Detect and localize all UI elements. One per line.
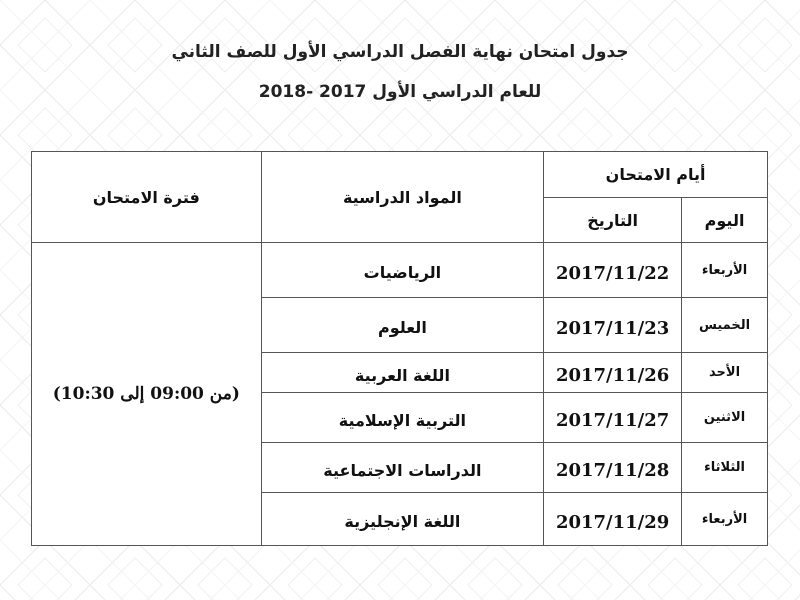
header-subjects: المواد الدراسية (261, 152, 544, 243)
exam-period-cell: (من 09:00 إلى 10:30) (32, 243, 262, 546)
row-day: الخميس (682, 298, 768, 353)
row-subject: اللغة الإنجليزية (261, 493, 544, 546)
row-date: 2017/11/26 (544, 353, 682, 393)
header-date: التاريخ (544, 198, 682, 243)
header-day: اليوم (682, 198, 768, 243)
row-subject: اللغة العربية (261, 353, 544, 393)
row-day: الأربعاء (682, 243, 768, 298)
header-exam-days: أيام الامتحان (544, 152, 768, 198)
row-day: الأحد (682, 353, 768, 393)
row-date: 2017/11/22 (544, 243, 682, 298)
page-subtitle: للعام الدراسي الأول 2017 -2018 (258, 82, 542, 102)
row-day: الاثنين (682, 393, 768, 443)
row-day: الثلاثاء (682, 443, 768, 493)
row-subject: العلوم (261, 298, 544, 353)
row-day: الأربعاء (682, 493, 768, 546)
table-row (32, 243, 768, 298)
page-title: جدول امتحان نهاية الفصل الدراسي الأول للصف الثاني (171, 42, 629, 62)
row-subject: الدراسات الاجتماعية (261, 443, 544, 493)
row-date: 2017/11/29 (544, 493, 682, 546)
header-period: فترة الامتحان (32, 152, 262, 243)
row-subject: الرياضيات (261, 243, 544, 298)
row-subject: التربية الإسلامية (261, 393, 544, 443)
exam-schedule-table (31, 151, 768, 546)
row-date: 2017/11/28 (544, 443, 682, 493)
row-date: 2017/11/23 (544, 298, 682, 353)
row-date: 2017/11/27 (544, 393, 682, 443)
